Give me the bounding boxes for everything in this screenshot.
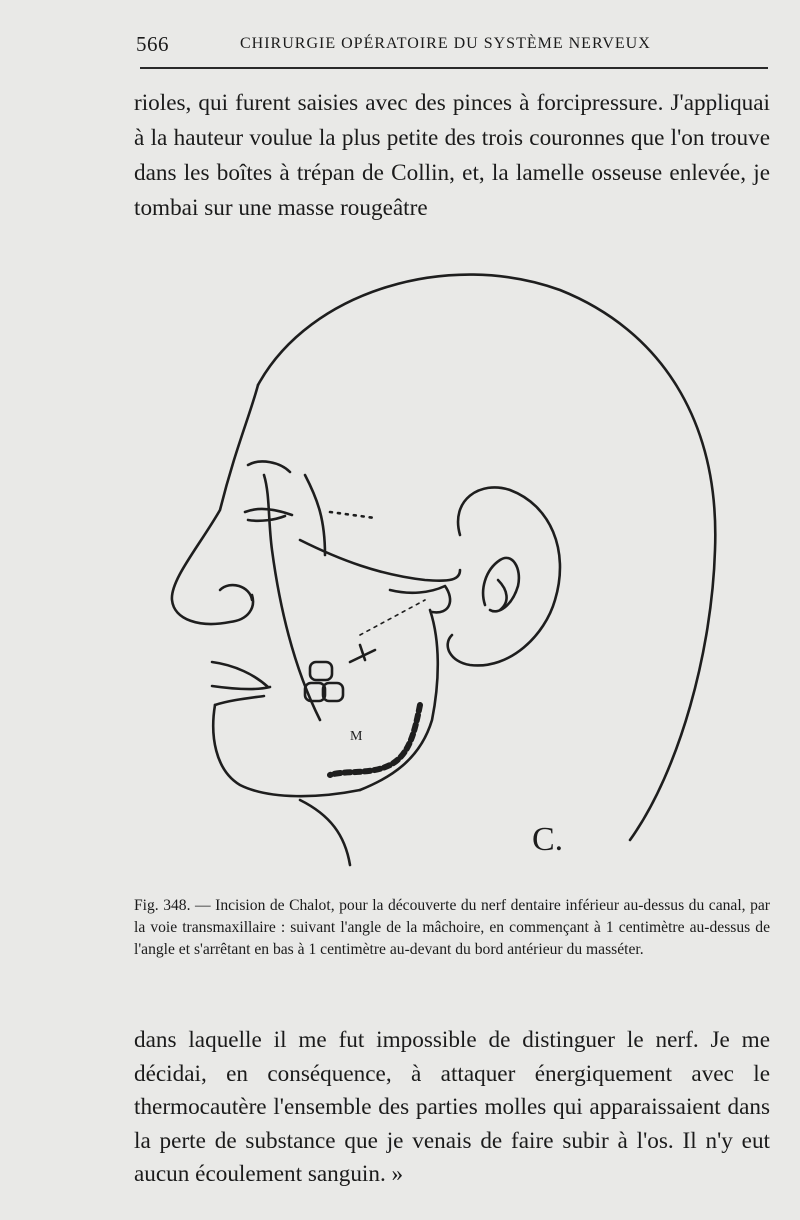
lower-lip (215, 696, 264, 705)
ear-outer (448, 487, 560, 665)
ear-lobe (498, 580, 507, 610)
label-c: C. (532, 821, 564, 858)
dotted-guide-ramus (360, 600, 425, 635)
skull-outline (258, 275, 715, 840)
neck-front (300, 800, 350, 865)
eye-lower (248, 516, 285, 521)
eyebrow (248, 461, 290, 472)
tooth-upper (310, 662, 332, 680)
nerve-branch (350, 645, 375, 662)
header-rule (140, 67, 768, 69)
figure-caption: Fig. 348. — Incision de Chalot, pour la découverte du nerf dentaire inférieur au-dessus du canal, par la voie transmaxillaire : suivant l'angle de la mâchoire, en commençant à 1 centimètre au-dessus de l'angle et s'arrêtant en bas à 1 centimètre au-devant du bord antérieur du masséter. (134, 897, 770, 958)
running-head: CHIRURGIE OPÉRATOIRE DU SYSTÈME NERVEUX (240, 35, 651, 52)
chin (213, 705, 360, 796)
upper-lip (212, 662, 268, 687)
incision (330, 705, 420, 775)
mandible-ramus (390, 586, 450, 612)
label-m: M (350, 729, 363, 744)
bottom-paragraph: dans laquelle il me fut impossible de distinguer le nerf. Je me décidai, en conséquence, à attaquer énergiquement avec le thermocautère l'ensemble des parties molles qui apparaissaient dans la perte de substance que je venais de faire subir à l'os. Il n'y eut aucun écoulement sanguin. » (134, 1027, 770, 1187)
top-paragraph: rioles, qui furent saisies avec des pinces à forcipressure. J'appliquai à la hauteur voulue la plus petite des trois couronnes que l'on trouve dans les boîtes à trépan de Collin, et, la lamelle osseuse enlevée, je tombai sur une masse rougeâtre (134, 90, 770, 221)
head-profile-illustration (160, 250, 740, 890)
mouth-line (212, 686, 270, 689)
jaw-line (360, 610, 438, 790)
figure-head-profile (160, 250, 740, 890)
page-header (136, 28, 766, 60)
nose-nostril (220, 585, 252, 600)
dotted-guide-upper (330, 512, 375, 518)
page-number: 566 (136, 32, 169, 56)
